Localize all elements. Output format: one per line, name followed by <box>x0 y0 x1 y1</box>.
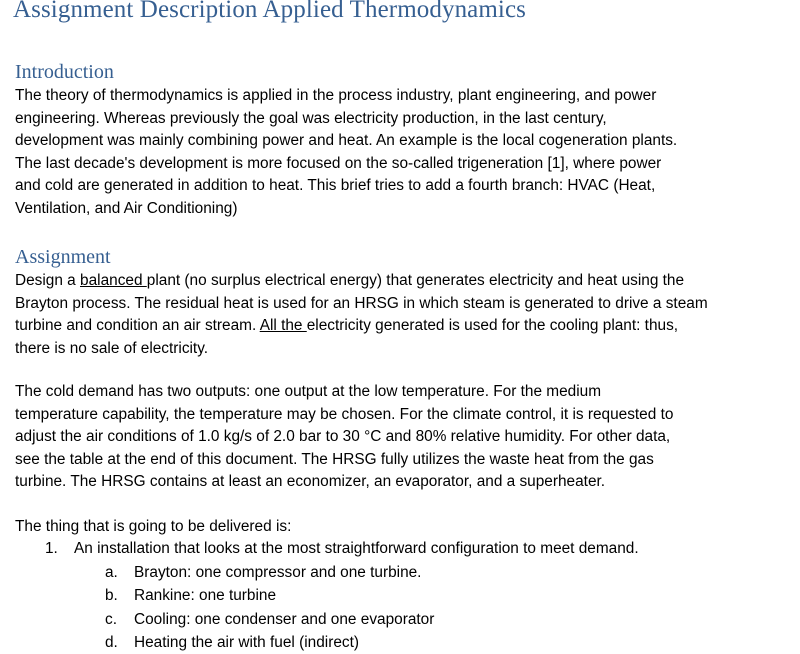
sub-list-marker: b. <box>105 587 118 604</box>
sub-list-marker: a. <box>105 564 118 581</box>
deliverables-intro <box>15 516 785 539</box>
assignment-paragraph-2 <box>15 381 785 494</box>
introduction-line: The theory of thermodynamics is applied in the process industry, plant engineering, and power <box>15 87 657 104</box>
sub-list-item-text: Cooling: one condenser and one evaporator <box>134 611 435 628</box>
text-run: plant (no surplus electrical energy) that generates electricity and heat using the <box>146 272 685 289</box>
assignment-line: Brayton process. The residual heat is used for an HRSG in which steam is generated to drive a steam <box>15 294 708 312</box>
sub-list-item-text: Brayton: one compressor and one turbine. <box>134 564 422 581</box>
sub-list-marker: c. <box>105 611 117 628</box>
document-title: Assignment Description Applied Thermodynamics <box>13 0 526 23</box>
sub-list-item-text: Rankine: one turbine <box>134 587 277 604</box>
introduction-line: development was mainly combining power and heat. An example is the local cogeneration plants. <box>15 132 678 150</box>
sub-list-item-text: Heating the air with fuel (indirect) <box>134 634 359 651</box>
introduction-paragraph <box>15 85 785 221</box>
text-run: Design a <box>15 272 81 289</box>
underlined-text: All the <box>259 317 307 335</box>
assignment-line <box>15 315 785 338</box>
introduction-line: Ventilation, and Air Conditioning) <box>15 199 238 217</box>
introduction-line: The last decade's development is more focused on the so-called trigeneration [1], where power <box>15 154 662 172</box>
introduction-line: engineering. Whereas previously the goal was electricity production, in the last century, <box>15 109 607 127</box>
assignment-line <box>15 270 785 293</box>
list-marker: 1. <box>45 540 58 557</box>
sub-list-marker: d. <box>105 634 118 651</box>
assignment-line: see the table at the end of this document. The HRSG fully utilizes the waste heat from the gas <box>15 450 654 468</box>
introduction-line: and cold are generated in addition to heat. This brief tries to add a fourth branch: HVAC (Heat, <box>15 177 656 195</box>
text-run: turbine and condition an air stream. <box>15 317 260 335</box>
list-item-text: An installation that looks at the most straightforward configuration to meet demand. <box>74 540 639 557</box>
assignment-heading: Assignment <box>15 246 111 268</box>
assignment-line: there is no sale of electricity. <box>15 339 209 357</box>
assignment-line: adjust the air conditions of 1.0 kg/s of 2.0 bar to 30 °C and 80% relative humidity. For other data, <box>15 428 671 446</box>
assignment-line: turbine. The HRSG contains at least an economizer, an evaporator, and a superheater. <box>15 473 606 491</box>
assignment-paragraph-1 <box>15 270 785 360</box>
deliverables-intro-text: The thing that is going to be delivered is: <box>15 518 292 535</box>
assignment-line: temperature capability, the temperature may be chosen. For the climate control, it is requested to <box>15 405 674 423</box>
text-run: electricity generated is used for the cooling plant: thus, <box>306 317 679 335</box>
assignment-line: The cold demand has two outputs: one output at the low temperature. For the medium <box>15 383 602 400</box>
introduction-heading: Introduction <box>15 61 114 83</box>
underlined-text: balanced <box>80 272 147 289</box>
